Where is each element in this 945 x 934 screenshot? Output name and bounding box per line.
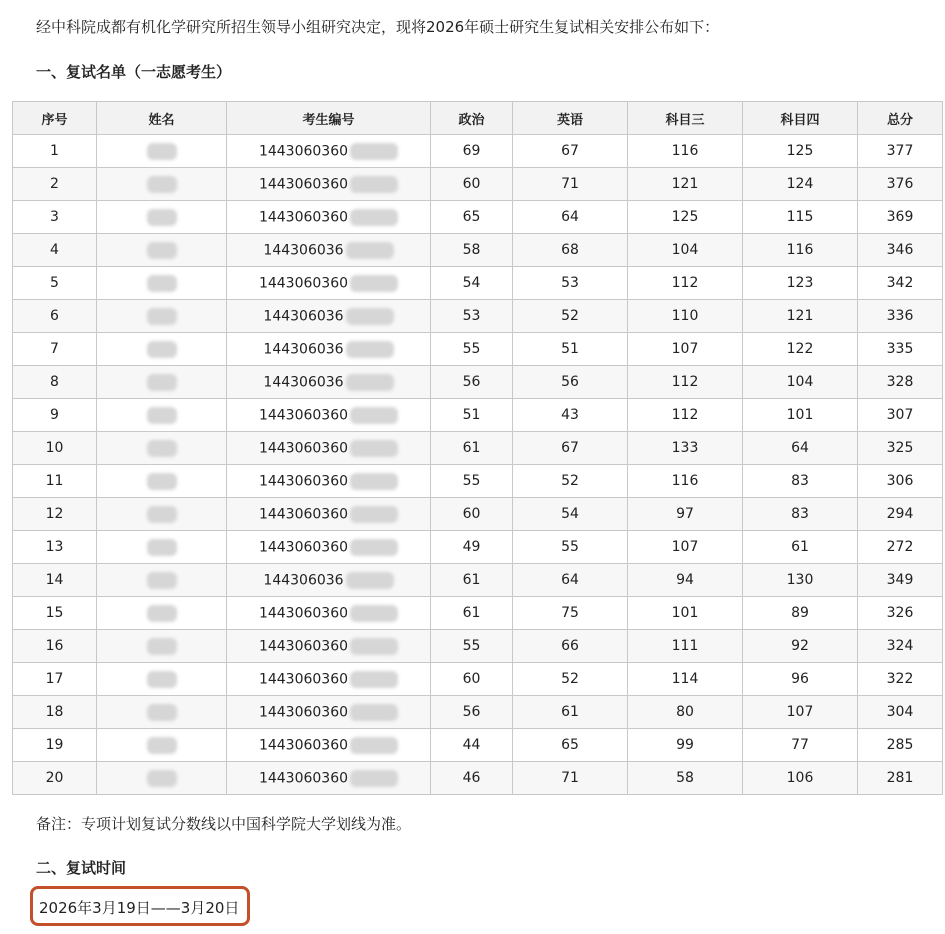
- redacted-name-blur: [147, 308, 177, 325]
- cell-no: 13: [13, 531, 97, 564]
- cell-no: 3: [13, 201, 97, 234]
- redacted-name-blur: [147, 506, 177, 523]
- cell-politics: 44: [431, 729, 513, 762]
- cell-candidate-id: [227, 531, 431, 564]
- candidate-id-prefix: 1443060360: [258, 506, 349, 522]
- table-row: [13, 201, 943, 234]
- cell-name: [97, 630, 227, 663]
- candidate-id-prefix: 1443060360: [258, 770, 349, 786]
- cell-candidate-id: [227, 399, 431, 432]
- header-total: 总分: [858, 102, 943, 135]
- cell-no: 11: [13, 465, 97, 498]
- retest-list-table: [12, 101, 943, 795]
- cell-name: [97, 201, 227, 234]
- redacted-name-blur: [147, 704, 177, 721]
- section-title-retest-list: 一、复试名单（一志愿考生）: [36, 63, 232, 81]
- candidate-id-prefix: 1443060360: [258, 605, 349, 621]
- table-row: [13, 366, 943, 399]
- cell-no: 15: [13, 597, 97, 630]
- cell-total: 369: [858, 201, 943, 234]
- table-row: [13, 564, 943, 597]
- cell-candidate-id: [227, 267, 431, 300]
- cell-politics: 51: [431, 399, 513, 432]
- candidate-id-prefix: 144306036: [263, 308, 344, 324]
- redacted-id-blur: [346, 242, 394, 259]
- cell-subject3: 107: [628, 531, 743, 564]
- header-english: 英语: [513, 102, 628, 135]
- table-row: [13, 333, 943, 366]
- cell-politics: 46: [431, 762, 513, 795]
- cell-candidate-id: [227, 630, 431, 663]
- cell-subject4: 121: [743, 300, 858, 333]
- cell-no: 8: [13, 366, 97, 399]
- cell-english: 64: [513, 564, 628, 597]
- cell-no: 14: [13, 564, 97, 597]
- cell-subject3: 97: [628, 498, 743, 531]
- cell-total: 306: [858, 465, 943, 498]
- cell-name: [97, 333, 227, 366]
- table-row: [13, 234, 943, 267]
- cell-candidate-id: [227, 465, 431, 498]
- cell-no: 19: [13, 729, 97, 762]
- cell-english: 67: [513, 135, 628, 168]
- table-row: [13, 399, 943, 432]
- redacted-id-blur: [350, 671, 398, 688]
- cell-candidate-id: [227, 333, 431, 366]
- redacted-name-blur: [147, 572, 177, 589]
- redacted-id-blur: [350, 539, 398, 556]
- redacted-id-blur: [350, 407, 398, 424]
- cell-no: 1: [13, 135, 97, 168]
- table-row: [13, 168, 943, 201]
- cell-subject4: 77: [743, 729, 858, 762]
- cell-subject3: 125: [628, 201, 743, 234]
- cell-total: 336: [858, 300, 943, 333]
- redacted-name-blur: [147, 242, 177, 259]
- cell-subject3: 112: [628, 366, 743, 399]
- cell-name: [97, 729, 227, 762]
- cell-name: [97, 399, 227, 432]
- cell-total: 272: [858, 531, 943, 564]
- cell-candidate-id: [227, 168, 431, 201]
- redacted-name-blur: [147, 407, 177, 424]
- cell-candidate-id: [227, 762, 431, 795]
- redacted-id-blur: [346, 341, 394, 358]
- candidate-id-prefix: 1443060360: [258, 671, 349, 687]
- redacted-name-blur: [147, 275, 177, 292]
- cell-no: 12: [13, 498, 97, 531]
- cell-politics: 56: [431, 696, 513, 729]
- cell-no: 6: [13, 300, 97, 333]
- cell-subject3: 116: [628, 135, 743, 168]
- table-row: [13, 762, 943, 795]
- cell-subject4: 83: [743, 498, 858, 531]
- table-row: [13, 267, 943, 300]
- cell-subject3: 110: [628, 300, 743, 333]
- table-row: [13, 135, 943, 168]
- cell-politics: 56: [431, 366, 513, 399]
- cell-english: 68: [513, 234, 628, 267]
- candidate-id-prefix: 144306036: [263, 572, 344, 588]
- cell-english: 52: [513, 663, 628, 696]
- table-header-row: [13, 102, 943, 135]
- cell-subject3: 107: [628, 333, 743, 366]
- cell-politics: 55: [431, 333, 513, 366]
- cell-politics: 53: [431, 300, 513, 333]
- cell-english: 55: [513, 531, 628, 564]
- redacted-name-blur: [147, 440, 177, 457]
- cell-subject3: 99: [628, 729, 743, 762]
- header-subject4: 科目四: [743, 102, 858, 135]
- cell-candidate-id: [227, 597, 431, 630]
- cell-politics: 58: [431, 234, 513, 267]
- redacted-name-blur: [147, 671, 177, 688]
- cell-total: 281: [858, 762, 943, 795]
- cell-candidate-id: [227, 201, 431, 234]
- cell-no: 20: [13, 762, 97, 795]
- candidate-id-prefix: 1443060360: [258, 440, 349, 456]
- cell-name: [97, 267, 227, 300]
- cell-politics: 49: [431, 531, 513, 564]
- candidate-id-prefix: 1443060360: [258, 143, 349, 159]
- redacted-name-blur: [147, 770, 177, 787]
- cell-subject4: 122: [743, 333, 858, 366]
- candidate-id-prefix: 1443060360: [258, 704, 349, 720]
- cell-name: [97, 300, 227, 333]
- cell-no: 2: [13, 168, 97, 201]
- cell-politics: 61: [431, 597, 513, 630]
- candidate-id-prefix: 144306036: [263, 374, 344, 390]
- cell-name: [97, 564, 227, 597]
- cell-subject3: 116: [628, 465, 743, 498]
- cell-subject3: 114: [628, 663, 743, 696]
- cell-candidate-id: [227, 234, 431, 267]
- cell-subject3: 112: [628, 399, 743, 432]
- cell-total: 304: [858, 696, 943, 729]
- redacted-id-blur: [350, 143, 398, 160]
- cell-candidate-id: [227, 663, 431, 696]
- cell-total: 377: [858, 135, 943, 168]
- cell-subject4: 123: [743, 267, 858, 300]
- cell-name: [97, 498, 227, 531]
- cell-english: 43: [513, 399, 628, 432]
- cell-total: 326: [858, 597, 943, 630]
- redacted-name-blur: [147, 737, 177, 754]
- cell-candidate-id: [227, 432, 431, 465]
- cell-name: [97, 465, 227, 498]
- redacted-id-blur: [346, 374, 394, 391]
- cell-politics: 60: [431, 663, 513, 696]
- redacted-name-blur: [147, 638, 177, 655]
- cell-total: 335: [858, 333, 943, 366]
- header-name: 姓名: [97, 102, 227, 135]
- table-row: [13, 663, 943, 696]
- retest-date-range: 2026年3月19日——3月20日: [39, 899, 240, 917]
- redacted-id-blur: [350, 440, 398, 457]
- cell-no: 9: [13, 399, 97, 432]
- section-title-retest-time: 二、复试时间: [36, 859, 127, 877]
- redacted-id-blur: [350, 473, 398, 490]
- cell-subject4: 125: [743, 135, 858, 168]
- cell-name: [97, 762, 227, 795]
- cell-candidate-id: [227, 729, 431, 762]
- cell-total: 285: [858, 729, 943, 762]
- cell-politics: 69: [431, 135, 513, 168]
- redacted-id-blur: [350, 506, 398, 523]
- cell-subject4: 104: [743, 366, 858, 399]
- cell-subject3: 80: [628, 696, 743, 729]
- cell-total: 376: [858, 168, 943, 201]
- redacted-id-blur: [350, 770, 398, 787]
- table-row: [13, 696, 943, 729]
- candidate-id-prefix: 1443060360: [258, 209, 349, 225]
- cell-no: 17: [13, 663, 97, 696]
- cell-name: [97, 135, 227, 168]
- cell-english: 53: [513, 267, 628, 300]
- candidate-id-prefix: 1443060360: [258, 737, 349, 753]
- cell-politics: 60: [431, 168, 513, 201]
- table-row: [13, 597, 943, 630]
- redacted-id-blur: [346, 572, 394, 589]
- cell-english: 61: [513, 696, 628, 729]
- redacted-name-blur: [147, 341, 177, 358]
- table-row: [13, 531, 943, 564]
- cell-total: 307: [858, 399, 943, 432]
- cell-subject4: 61: [743, 531, 858, 564]
- cell-subject4: 101: [743, 399, 858, 432]
- redacted-name-blur: [147, 209, 177, 226]
- cell-no: 10: [13, 432, 97, 465]
- redacted-id-blur: [350, 704, 398, 721]
- candidate-id-prefix: 144306036: [263, 242, 344, 258]
- candidate-id-prefix: 1443060360: [258, 275, 349, 291]
- date-highlight-box: [30, 886, 250, 926]
- redacted-name-blur: [147, 176, 177, 193]
- cell-subject3: 111: [628, 630, 743, 663]
- table-row: [13, 300, 943, 333]
- cell-subject3: 133: [628, 432, 743, 465]
- table-row: [13, 729, 943, 762]
- cell-total: 349: [858, 564, 943, 597]
- cell-english: 71: [513, 168, 628, 201]
- cell-total: 346: [858, 234, 943, 267]
- cell-subject4: 106: [743, 762, 858, 795]
- cell-subject4: 92: [743, 630, 858, 663]
- cell-name: [97, 531, 227, 564]
- cell-subject4: 107: [743, 696, 858, 729]
- cell-total: 322: [858, 663, 943, 696]
- cell-candidate-id: [227, 564, 431, 597]
- redacted-id-blur: [350, 737, 398, 754]
- candidate-id-prefix: 1443060360: [258, 473, 349, 489]
- redacted-id-blur: [350, 209, 398, 226]
- cell-politics: 55: [431, 465, 513, 498]
- cell-english: 67: [513, 432, 628, 465]
- cell-total: 328: [858, 366, 943, 399]
- cell-candidate-id: [227, 498, 431, 531]
- cell-no: 4: [13, 234, 97, 267]
- cell-english: 64: [513, 201, 628, 234]
- cell-subject4: 64: [743, 432, 858, 465]
- cell-english: 75: [513, 597, 628, 630]
- cell-name: [97, 597, 227, 630]
- cell-candidate-id: [227, 366, 431, 399]
- redacted-name-blur: [147, 605, 177, 622]
- cell-subject4: 116: [743, 234, 858, 267]
- header-subject3: 科目三: [628, 102, 743, 135]
- cell-no: 18: [13, 696, 97, 729]
- cell-name: [97, 168, 227, 201]
- candidate-id-prefix: 144306036: [263, 341, 344, 357]
- cell-politics: 61: [431, 432, 513, 465]
- cell-candidate-id: [227, 300, 431, 333]
- redacted-id-blur: [350, 275, 398, 292]
- cell-name: [97, 234, 227, 267]
- cell-politics: 54: [431, 267, 513, 300]
- cell-subject3: 94: [628, 564, 743, 597]
- cell-politics: 61: [431, 564, 513, 597]
- cell-candidate-id: [227, 135, 431, 168]
- cell-name: [97, 696, 227, 729]
- cell-subject4: 89: [743, 597, 858, 630]
- cell-no: 7: [13, 333, 97, 366]
- redacted-name-blur: [147, 539, 177, 556]
- cell-english: 56: [513, 366, 628, 399]
- cell-subject4: 96: [743, 663, 858, 696]
- redacted-name-blur: [147, 143, 177, 160]
- intro-paragraph: 经中科院成都有机化学研究所招生领导小组研究决定，现将2026年硕士研究生复试相关安排公布如下：: [36, 18, 720, 36]
- cell-no: 5: [13, 267, 97, 300]
- table-row: [13, 432, 943, 465]
- cell-subject4: 83: [743, 465, 858, 498]
- cell-total: 342: [858, 267, 943, 300]
- redacted-id-blur: [350, 605, 398, 622]
- candidate-id-prefix: 1443060360: [258, 638, 349, 654]
- cell-name: [97, 366, 227, 399]
- cell-total: 324: [858, 630, 943, 663]
- cell-total: 325: [858, 432, 943, 465]
- remark-note: 备注：专项计划复试分数线以中国科学院大学划线为准。: [36, 815, 412, 833]
- cell-english: 65: [513, 729, 628, 762]
- candidate-id-prefix: 1443060360: [258, 407, 349, 423]
- cell-subject3: 104: [628, 234, 743, 267]
- table-row: [13, 630, 943, 663]
- header-no: 序号: [13, 102, 97, 135]
- header-politics: 政治: [431, 102, 513, 135]
- cell-english: 71: [513, 762, 628, 795]
- cell-subject3: 58: [628, 762, 743, 795]
- cell-subject3: 112: [628, 267, 743, 300]
- cell-subject3: 121: [628, 168, 743, 201]
- cell-english: 66: [513, 630, 628, 663]
- redacted-id-blur: [346, 308, 394, 325]
- candidate-id-prefix: 1443060360: [258, 176, 349, 192]
- redacted-name-blur: [147, 473, 177, 490]
- redacted-name-blur: [147, 374, 177, 391]
- cell-name: [97, 663, 227, 696]
- cell-politics: 65: [431, 201, 513, 234]
- cell-total: 294: [858, 498, 943, 531]
- redacted-id-blur: [350, 176, 398, 193]
- candidate-id-prefix: 1443060360: [258, 539, 349, 555]
- redacted-id-blur: [350, 638, 398, 655]
- cell-candidate-id: [227, 696, 431, 729]
- cell-subject4: 130: [743, 564, 858, 597]
- cell-english: 51: [513, 333, 628, 366]
- table-body: [13, 135, 943, 795]
- table-row: [13, 465, 943, 498]
- cell-no: 16: [13, 630, 97, 663]
- cell-subject4: 115: [743, 201, 858, 234]
- cell-english: 52: [513, 300, 628, 333]
- cell-subject4: 124: [743, 168, 858, 201]
- cell-name: [97, 432, 227, 465]
- header-candidate-id: 考生编号: [227, 102, 431, 135]
- cell-politics: 60: [431, 498, 513, 531]
- cell-politics: 55: [431, 630, 513, 663]
- cell-english: 54: [513, 498, 628, 531]
- table-row: [13, 498, 943, 531]
- cell-subject3: 101: [628, 597, 743, 630]
- cell-english: 52: [513, 465, 628, 498]
